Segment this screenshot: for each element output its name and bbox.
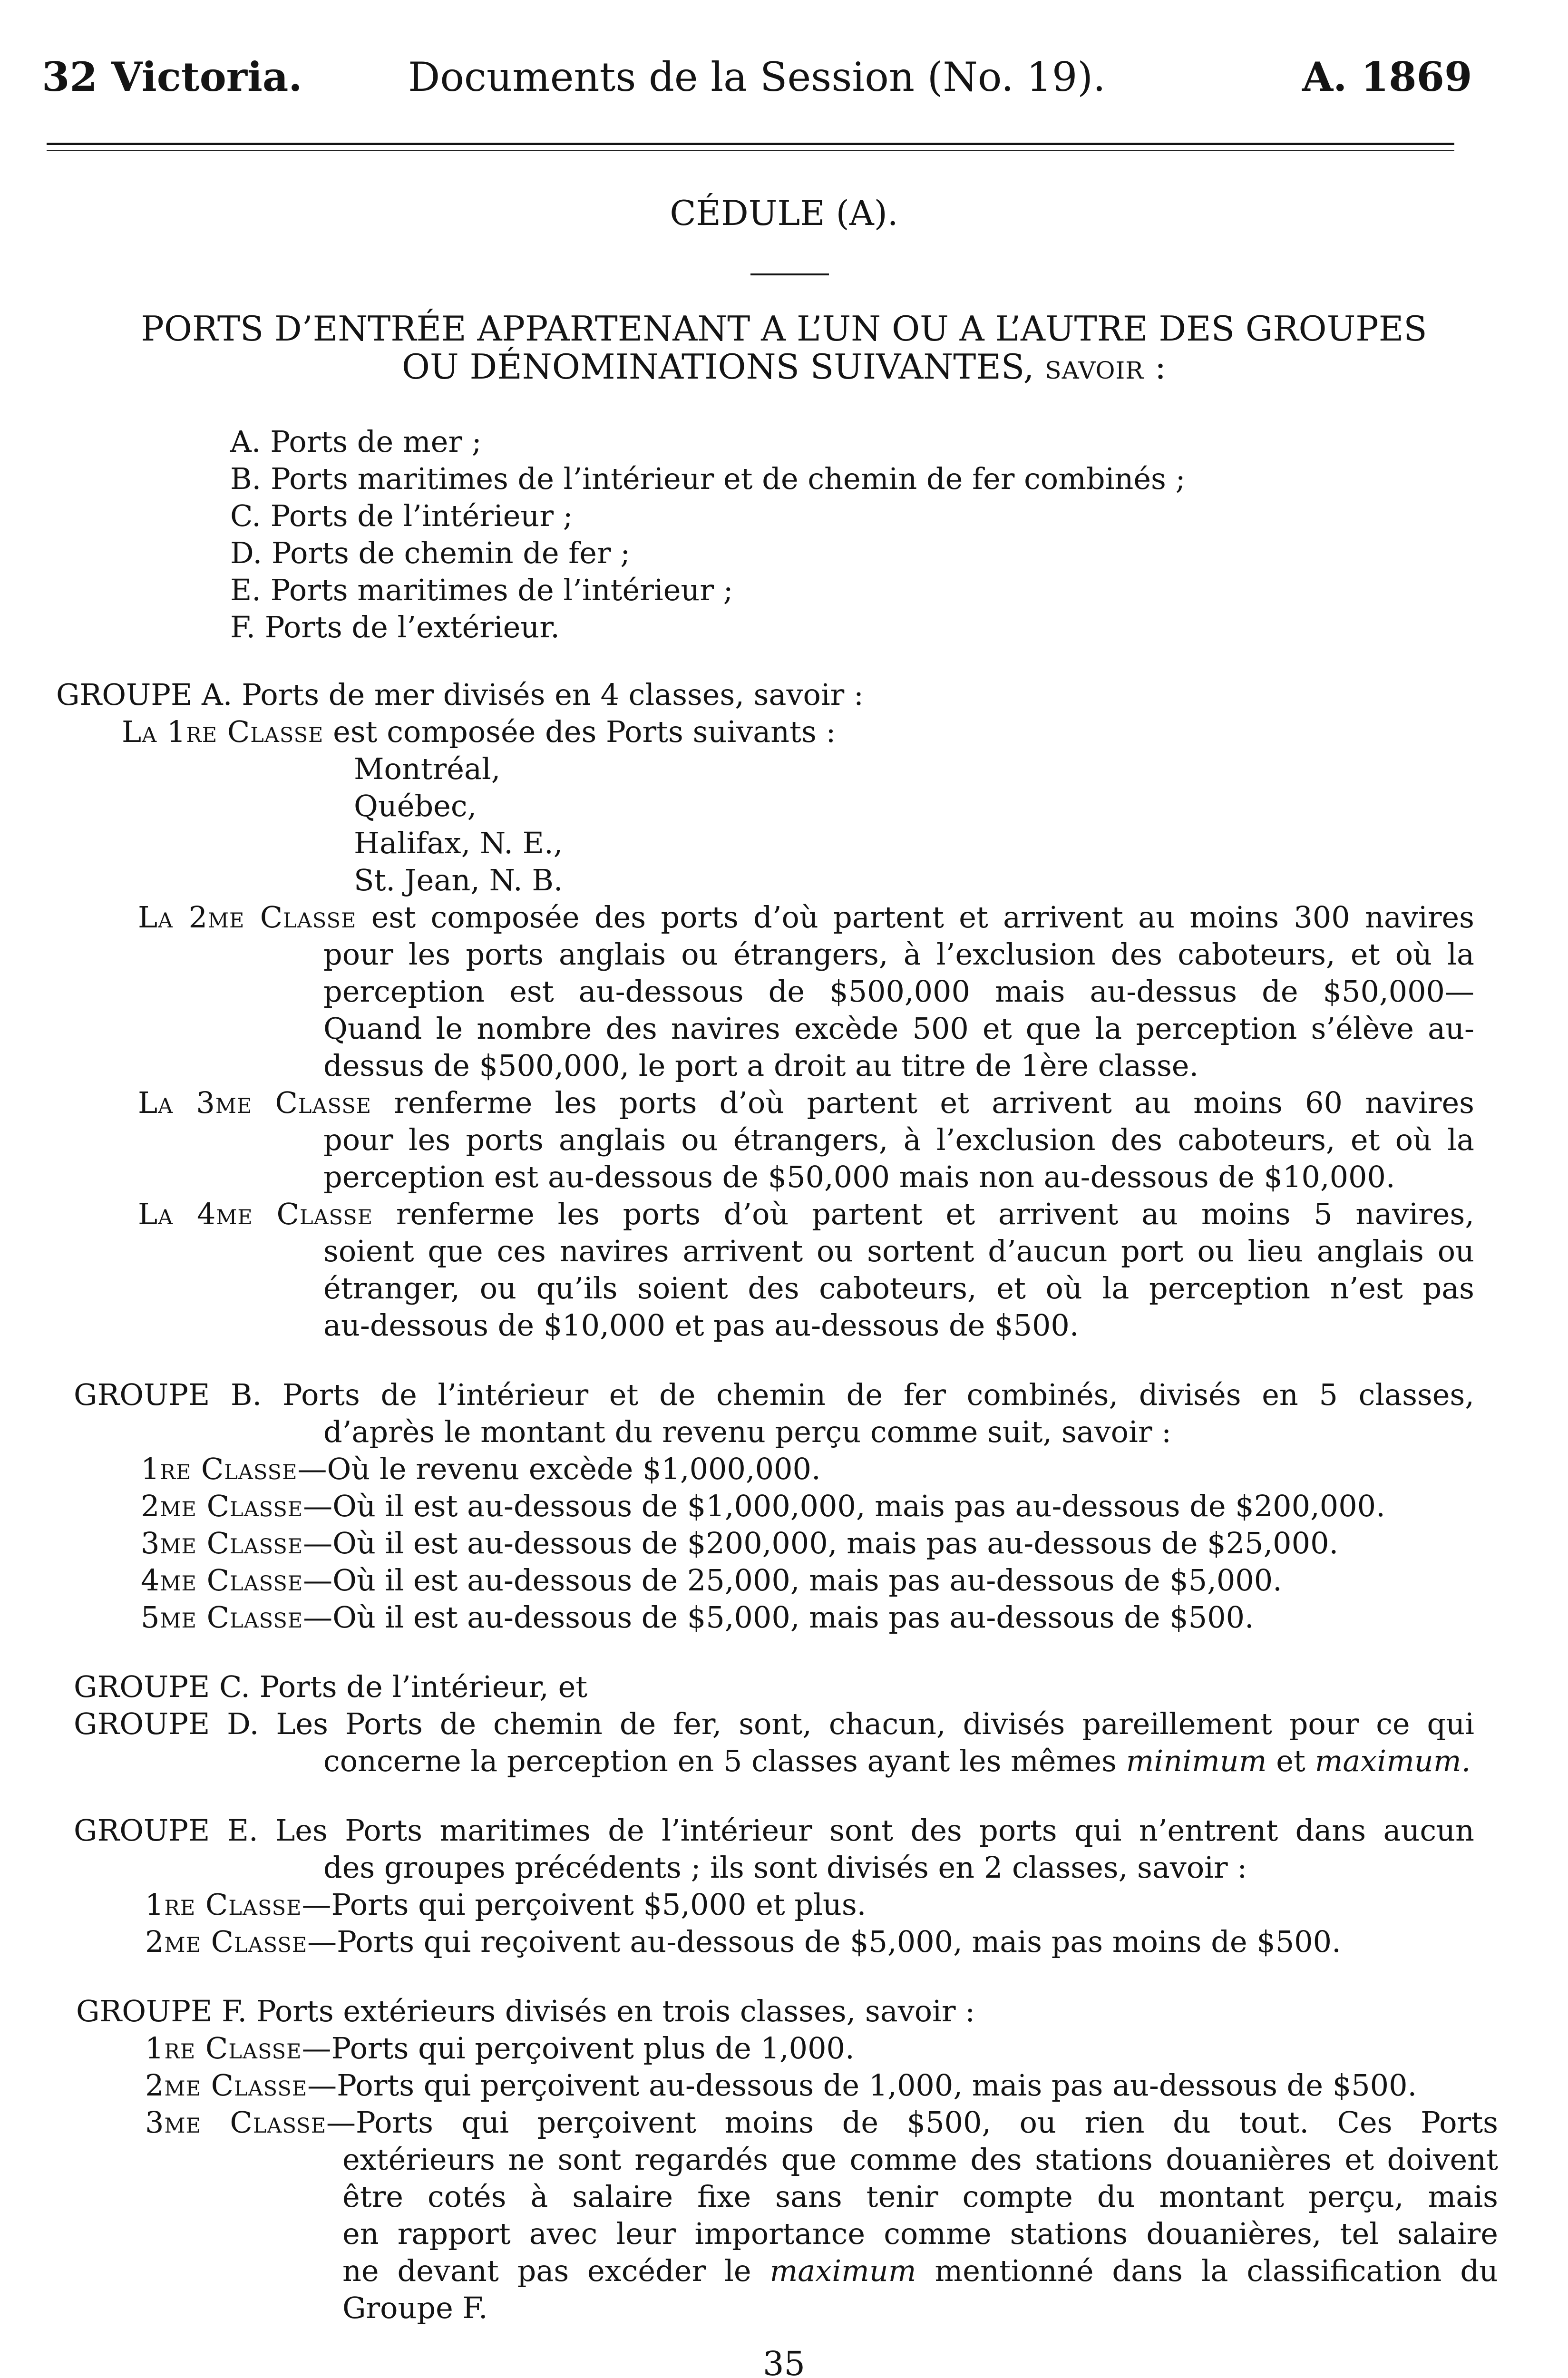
intro-line-1: PORTS D’ENTRÉE APPARTENANT A L’UN OU A L’AUTRE DES GROUPES: [141, 309, 1427, 349]
groupe-e-line-2: des groupes précédents ; ils sont divisés en 2 classes, savoir :: [323, 1850, 1247, 1885]
groupe-f-last-a: ne devant pas excéder le: [342, 2253, 751, 2288]
intro-colon: :: [1154, 347, 1167, 387]
groupe-b-line-2: d’après le montant du revenu perçu comme suit, savoir :: [323, 1414, 1172, 1449]
groupe-e-line-1: [74, 1811, 1474, 1850]
class4-line-1: [138, 1195, 1474, 1233]
groupe-f-class-3: [145, 2103, 1498, 2142]
category-f: F. Ports de l’extérieur.: [230, 610, 560, 644]
groupe-b-class-3-label: 3me Classe: [141, 1526, 303, 1560]
groupe-e-class-2-label: 2me Classe: [145, 1924, 308, 1959]
class2-line-3: perception est au-dessous de $500,000 mais au-dessus de $50,000—: [323, 974, 1474, 1009]
class3-line-2: pour les ports anglais ou étrangers, à l’exclusion des caboteurs, et où la: [323, 1122, 1474, 1157]
groupe-f-class-1-label: 1re Classe: [145, 2031, 302, 2066]
groupe-f-class-1-text: —Ports qui perçoivent plus de 1,000.: [302, 2031, 855, 2066]
groupe-b-class-3-text: —Où il est au-dessous de $200,000, mais pas au-dessous de $25,000.: [303, 1526, 1339, 1560]
groupe-b-class-5: [141, 1598, 1254, 1637]
groupe-f-cont-4: [342, 2251, 1498, 2290]
class4-line-4: au-dessous de $10,000 et pas au-dessous de $500.: [323, 1308, 1079, 1343]
groupe-f-cont-2: être cotés à salaire fixe sans tenir compte du montant perçu, mais: [342, 2179, 1498, 2214]
groupe-d-heading: GROUPE D.: [74, 1706, 259, 1741]
class3-line-1: [138, 1083, 1474, 1122]
groupe-d-et: et: [1276, 1744, 1305, 1778]
groupe-b-class-1-label: 1re Classe: [141, 1452, 298, 1486]
header-center: Documents de la Session (No. 19).: [408, 54, 1106, 100]
groupe-f-class-2-text: —Ports qui perçoivent au-dessous de 1,000, mais pas au-dessous de $500.: [307, 2068, 1417, 2103]
groupe-b-class-2: [141, 1487, 1385, 1525]
header-rule-thin: [47, 150, 1454, 151]
category-d: D. Ports de chemin de fer ;: [230, 536, 631, 570]
port-halifax: Halifax, N. E.,: [354, 826, 563, 860]
groupe-e-class-2-text: —Ports qui reçoivent au-dessous de $5,000, mais pas moins de $500.: [307, 1924, 1341, 1959]
class2-label: La 2me Classe: [138, 900, 357, 935]
groupe-b-class-1: [141, 1450, 821, 1488]
title-rule: [750, 273, 829, 275]
groupe-d-line-1-text: Les Ports de chemin de fer, sont, chacun, divisés pareillement pour ce qui: [276, 1706, 1474, 1741]
class2-line-1-text: est composée des ports d’où partent et arrivent au moins 300 navires: [371, 900, 1474, 935]
groupe-a-text: Ports de mer divisés en 4 classes, savoir :: [242, 677, 864, 712]
class4-line-2: soient que ces navires arrivent ou sortent d’aucun port ou lieu anglais ou: [323, 1234, 1474, 1268]
groupe-f-last-b: mentionné dans la classification du: [935, 2253, 1498, 2288]
groupe-a-class1-text: est composée des Ports suivants :: [333, 714, 836, 749]
groupe-d-line-1: [74, 1705, 1474, 1743]
groupe-f-cont-1: extérieurs ne sont regardés que comme des stations douanières et doivent: [342, 2142, 1498, 2177]
header-left: 32 Victoria.: [42, 53, 302, 100]
port-quebec: Québec,: [354, 789, 477, 823]
groupe-c-line: [74, 1667, 587, 1706]
groupe-c-heading: GROUPE C.: [74, 1669, 250, 1704]
groupe-a-line: [56, 675, 864, 714]
groupe-e-class-1: [145, 1885, 866, 1924]
intro-savoir: savoir: [1045, 347, 1144, 387]
groupe-f-text: Ports extérieurs divisés en trois classes, savoir :: [256, 1994, 975, 2028]
groupe-d-maximum: maximum.: [1315, 1744, 1471, 1778]
groupe-a-class1: [122, 712, 836, 751]
groupe-b-class-5-label: 5me Classe: [141, 1600, 303, 1635]
groupe-a-class1-label: La 1re Classe: [122, 714, 324, 749]
groupe-d-line-2-text: concerne la perception en 5 classes ayant les mêmes: [323, 1744, 1117, 1778]
groupe-f-class-2: [145, 2066, 1417, 2105]
groupe-b-class-3: [141, 1524, 1338, 1562]
groupe-e-class-2: [145, 1922, 1341, 1961]
groupe-f-maximum: maximum: [769, 2253, 916, 2288]
groupe-d-minimum: minimum: [1126, 1744, 1267, 1778]
class4-line-1-text: renferme les ports d’où partent et arrivent au moins 5 navires,: [396, 1197, 1474, 1231]
class3-label: La 3me Classe: [138, 1085, 372, 1120]
groupe-f-class-1: [145, 2029, 855, 2067]
intro-line-2: [0, 346, 1568, 387]
groupe-b-class-5-text: —Où il est au-dessous de $5,000, mais pas au-dessous de $500.: [303, 1600, 1254, 1635]
groupe-c-text: Ports de l’intérieur, et: [259, 1669, 588, 1704]
groupe-f-cont-3: en rapport avec leur importance comme stations douanières, tel salaire: [342, 2216, 1498, 2251]
header-rule-thick: [47, 143, 1454, 145]
groupe-e-heading: GROUPE E.: [74, 1813, 258, 1848]
groupe-b-line-1-text: Ports de l’intérieur et de chemin de fer combinés, divisés en 5 classes,: [282, 1377, 1474, 1412]
groupe-f-class-3-text: —Ports qui perçoivent moins de $500, ou rien du tout. Ces Ports: [326, 2105, 1498, 2140]
groupe-f-final: Groupe F.: [342, 2290, 488, 2325]
groupe-b-line-1: [74, 1375, 1474, 1414]
category-b: B. Ports maritimes de l’intérieur et de chemin de fer combinés ;: [230, 461, 1186, 496]
groupe-e-class-1-label: 1re Classe: [145, 1887, 302, 1922]
category-e: E. Ports maritimes de l’intérieur ;: [230, 573, 733, 607]
groupe-b-class-2-label: 2me Classe: [141, 1489, 303, 1523]
groupe-f-class-3-label: 3me Classe: [145, 2105, 327, 2140]
port-montreal: Montréal,: [354, 751, 501, 786]
groupe-f-line: [76, 1992, 975, 2030]
category-c: C. Ports de l’intérieur ;: [230, 498, 573, 533]
page-number: 35: [762, 2344, 806, 2378]
class4-line-3: étranger, ou qu’ils soient des caboteurs, et où la perception n’est pas: [323, 1271, 1474, 1306]
class3-line-1-text: renferme les ports d’où partent et arrivent au moins 60 navires: [394, 1085, 1474, 1120]
groupe-b-class-4-text: —Où il est au-dessous de 25,000, mais pas au-dessous de $5,000.: [303, 1563, 1282, 1598]
intro-line-2-text: OU DÉNOMINATIONS SUIVANTES,: [401, 347, 1034, 387]
groupe-b-heading: GROUPE B.: [74, 1377, 262, 1412]
groupe-d-line-2: [323, 1742, 1471, 1780]
groupe-e-line-1-text: Les Ports maritimes de l’intérieur sont des ports qui n’entrent dans aucun: [275, 1813, 1474, 1848]
groupe-f-class-2-label: 2me Classe: [145, 2068, 308, 2103]
class2-line-5: dessus de $500,000, le port a droit au titre de 1ère classe.: [323, 1048, 1199, 1083]
groupe-b-class-1-text: —Où le revenu excède $1,000,000.: [297, 1452, 821, 1486]
class3-line-3: perception est au-dessous de $50,000 mais non au-dessous de $10,000.: [323, 1160, 1395, 1194]
groupe-b-class-2-text: —Où il est au-dessous de $1,000,000, mais pas au-dessous de $200,000.: [303, 1489, 1385, 1523]
port-st-jean: St. Jean, N. B.: [354, 863, 563, 897]
header-right: A. 1869: [1302, 53, 1472, 100]
groupe-a-heading: GROUPE A.: [56, 677, 233, 712]
groupe-b-class-4-label: 4me Classe: [141, 1563, 303, 1598]
groupe-b-class-4: [141, 1561, 1282, 1599]
class2-line-4: Quand le nombre des navires excède 500 et que la perception s’élève au-: [323, 1011, 1474, 1046]
groupe-e-class-1-text: —Ports qui perçoivent $5,000 et plus.: [302, 1887, 867, 1922]
class4-label: La 4me Classe: [138, 1197, 373, 1231]
class2-line-1: [138, 898, 1474, 936]
category-a: A. Ports de mer ;: [230, 424, 482, 459]
class2-line-2: pour les ports anglais ou étrangers, à l’exclusion des caboteurs, et où la: [323, 937, 1474, 972]
groupe-f-heading: GROUPE F.: [76, 1994, 247, 2028]
schedule-title: CÉDULE (A).: [670, 193, 898, 233]
